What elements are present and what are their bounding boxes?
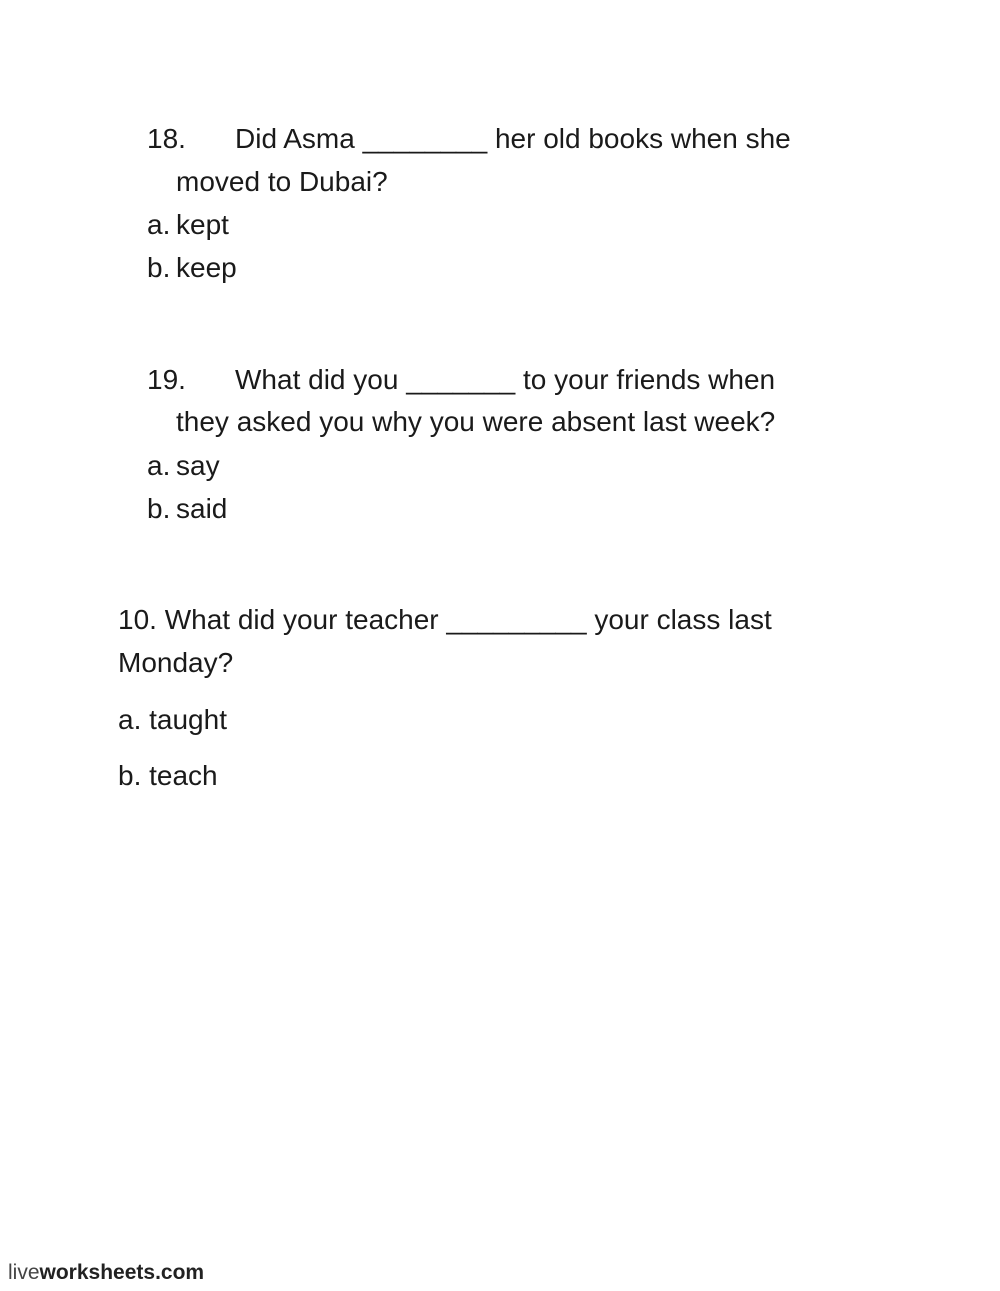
question-text-line2: they asked you why you were absent last week? (176, 406, 776, 437)
option-letter-a: a. (147, 450, 171, 481)
question-text-line2: moved to Dubai? (176, 166, 388, 197)
option-b-text[interactable]: keep (176, 252, 237, 283)
option-a-text[interactable]: kept (176, 209, 229, 240)
question-number: 19. (147, 364, 186, 395)
logo-part-live: live (8, 1261, 40, 1284)
liveworksheets-logo (8, 1262, 204, 1283)
option-letter-b: b. (147, 252, 171, 283)
question-number: 18. (147, 123, 186, 154)
option-b-text[interactable]: b. teach (118, 760, 218, 791)
option-a-text[interactable]: a. taught (118, 704, 227, 735)
question-text-line1: Did Asma ________ her old books when she (235, 123, 791, 154)
question-text-line1: 10. What did your teacher _________ your class last (118, 604, 772, 635)
option-b-text[interactable]: said (176, 493, 228, 524)
logo-part-worksheets: worksheets (39, 1261, 156, 1284)
question-text-line2: Monday? (118, 647, 234, 678)
logo-part-com: .com (155, 1261, 205, 1284)
option-letter-a: a. (147, 209, 171, 240)
option-a-text[interactable]: say (176, 450, 220, 481)
question-text-line1: What did you _______ to your friends when (235, 364, 776, 395)
option-letter-b: b. (147, 493, 171, 524)
